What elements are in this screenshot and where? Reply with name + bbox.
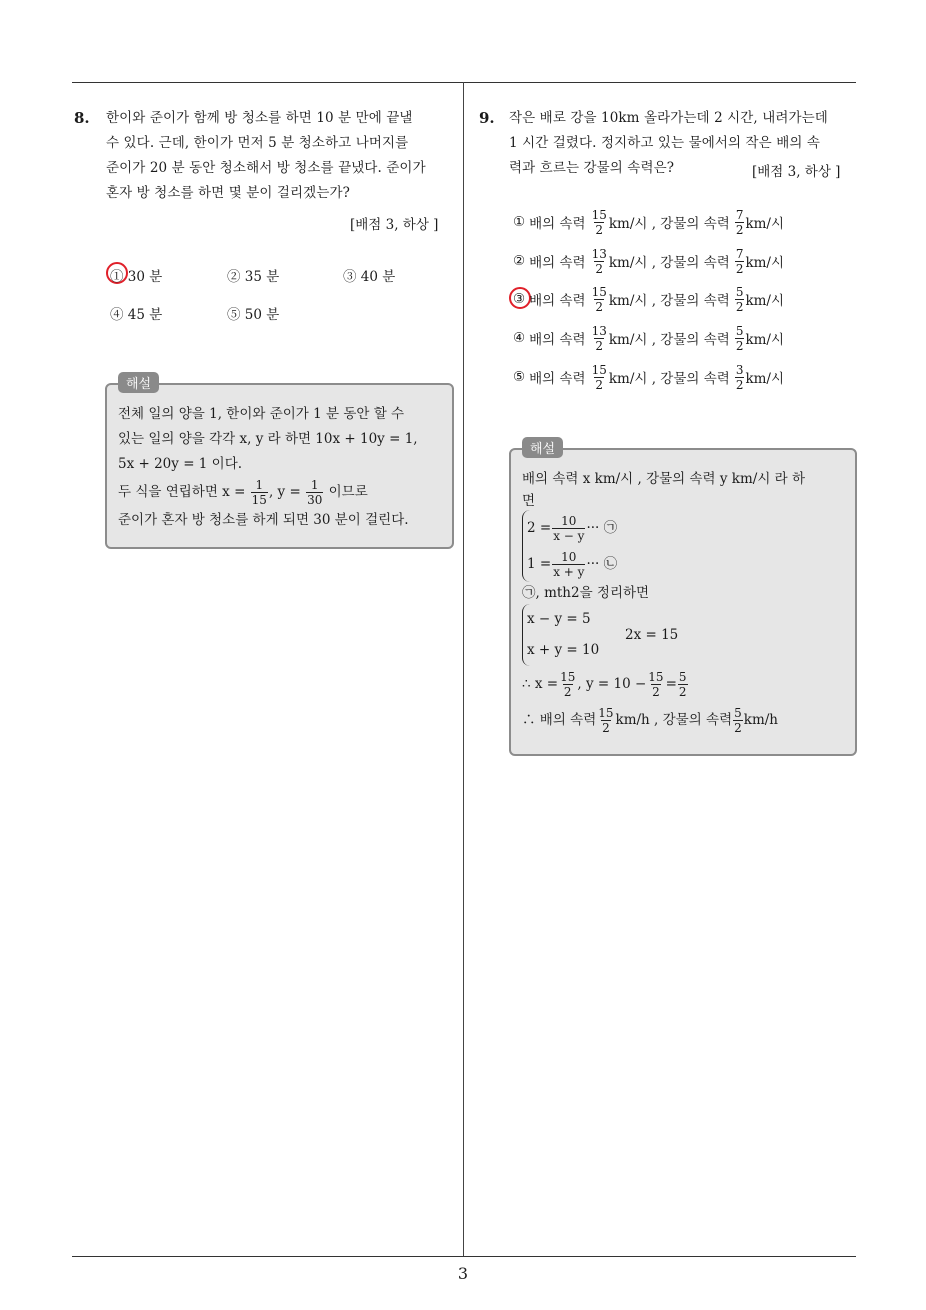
fraction-denominator: x + y — [553, 564, 585, 579]
question-8-line: 수 있다. 근데, 한이가 먼저 5 분 청소하고 나머지를 — [106, 135, 409, 151]
question-9-line: 작은 배로 강을 10km 올라가는데 2 시간, 내려가는데 — [509, 110, 828, 126]
fraction-denominator: 2 — [735, 338, 744, 353]
equation-row — [527, 546, 617, 582]
fraction-denominator: 2 — [735, 377, 744, 392]
question-8-line: 준이가 20 분 동안 청소해서 방 청소를 끝냈다. 준이가 — [106, 160, 426, 176]
equation-row: x + y = 10 — [527, 642, 600, 658]
fraction — [735, 247, 745, 276]
option-label: 배의 속력 — [529, 371, 586, 387]
fraction-denominator: 2 — [734, 720, 742, 735]
explanation-segment: 이므로 — [324, 484, 368, 500]
fraction-denominator: 15 — [251, 493, 267, 507]
explanation-line: 면 — [522, 493, 536, 509]
fraction — [735, 324, 745, 353]
fraction-numerator: 15 — [591, 284, 607, 299]
equation-segment: km/h , 강물의 속력 — [615, 711, 733, 728]
result-line — [522, 702, 805, 738]
explanation-line: ㉠, mth2을 정리하면 — [522, 585, 650, 601]
fraction — [306, 478, 323, 507]
fraction-numerator: 1 — [255, 478, 264, 492]
option-unit: km/시 — [745, 216, 785, 232]
fraction-numerator: 10 — [561, 513, 577, 528]
option-label: km/시 , 강물의 속력 — [608, 216, 730, 232]
fraction-denominator: 2 — [735, 261, 744, 276]
fraction-denominator: 2 — [595, 222, 604, 237]
fraction — [591, 363, 608, 392]
option-label: 배의 속력 — [529, 255, 586, 271]
fraction-numerator: 3 — [735, 362, 744, 377]
question-8-line: 혼자 방 청소를 하면 몇 분이 걸리겠는가? — [106, 185, 350, 201]
fraction-numerator: 15 — [598, 705, 614, 720]
option-marker: ② — [513, 253, 526, 269]
fraction — [678, 670, 688, 699]
fraction — [591, 324, 608, 353]
question-9-explanation-tag: 해설 — [522, 437, 563, 458]
option-label: km/시 , 강물의 속력 — [608, 371, 730, 387]
fraction — [552, 514, 585, 543]
question-8-option-1[interactable]: ① 30 분 — [110, 269, 163, 285]
equation-row: x − y = 5 — [527, 611, 591, 627]
fraction-denominator: 2 — [652, 684, 660, 699]
fraction-denominator: 2 — [595, 299, 604, 314]
question-9-option-5[interactable] — [513, 357, 784, 397]
question-9-option-3[interactable] — [513, 279, 784, 319]
fraction-numerator: 1 — [310, 478, 319, 492]
option-unit: km/시 — [745, 371, 785, 387]
equation-segment: , y = 10 − — [577, 675, 647, 692]
fraction — [735, 363, 745, 392]
fraction-denominator: 2 — [735, 299, 744, 314]
fraction-numerator: 15 — [560, 669, 576, 684]
fraction-denominator: 2 — [602, 720, 610, 735]
question-9-score: [배점 3, 하상 ] — [752, 164, 841, 180]
option-label: 배의 속력 — [529, 293, 586, 309]
option-marker: ③ — [513, 291, 526, 307]
fraction-denominator: 2 — [735, 222, 744, 237]
equation-segment: = — [665, 675, 677, 692]
equation-result: 2x = 15 — [625, 626, 679, 643]
option-unit: km/시 — [745, 255, 785, 271]
equation-segment: ∴ x = — [522, 675, 559, 692]
equation-row — [527, 510, 617, 546]
option-marker: ④ — [513, 330, 526, 346]
question-8-explanation-text — [118, 402, 418, 533]
fraction — [735, 208, 745, 237]
equation-segment: km/h — [743, 711, 779, 728]
equation-system-block — [522, 604, 805, 666]
top-rule — [72, 82, 856, 83]
page-number: 3 — [457, 1264, 469, 1283]
fraction-numerator: 13 — [591, 323, 607, 338]
fraction-numerator: 13 — [591, 246, 607, 261]
fraction — [591, 208, 608, 237]
equation-segment: 2 = — [527, 519, 552, 536]
explanation-segment: 두 식을 연립하면 x = — [118, 484, 250, 500]
fraction-numerator: 15 — [591, 362, 607, 377]
fraction — [647, 670, 664, 699]
fraction-numerator: 15 — [648, 669, 664, 684]
question-9-option-1[interactable] — [513, 202, 784, 242]
question-8-text — [106, 106, 426, 206]
fraction-denominator: 2 — [563, 684, 572, 699]
fraction-numerator: 5 — [735, 284, 744, 299]
bottom-rule — [72, 1256, 856, 1257]
explanation-line: 5x + 20y = 1 이다. — [118, 456, 243, 472]
option-unit: km/시 — [745, 293, 785, 309]
explanation-line — [118, 477, 418, 508]
option-marker: ① — [513, 214, 526, 230]
fraction — [552, 550, 585, 579]
column-divider — [463, 82, 464, 1257]
option-marker: ⑤ — [513, 369, 526, 385]
explanation-line: 준이가 혼자 방 청소를 하게 되면 30 분이 걸린다. — [118, 512, 409, 528]
question-9-explanation-text — [522, 467, 805, 738]
equation-segment: ··· ㉡ — [586, 555, 618, 572]
question-9-option-4[interactable] — [513, 318, 784, 358]
explanation-line: 배의 속력 x km/시 , 강물의 속력 y km/시 라 하 — [522, 471, 806, 487]
option-label: 배의 속력 — [529, 216, 586, 232]
option-label: 배의 속력 — [529, 332, 586, 348]
question-8-line: 한이와 준이가 함께 방 청소를 하면 10 분 만에 끝낼 — [106, 110, 413, 126]
fraction-denominator: 30 — [307, 493, 323, 507]
question-9-line: 1 시간 걸렸다. 정지하고 있는 물에서의 작은 배의 속 — [509, 135, 821, 151]
equation-system-brace — [522, 510, 617, 582]
option-label: km/시 , 강물의 속력 — [608, 332, 730, 348]
fraction-denominator: x − y — [553, 528, 585, 543]
fraction-numerator: 7 — [735, 207, 744, 222]
fraction-numerator: 5 — [734, 705, 742, 720]
question-8-explanation-tag: 해설 — [118, 372, 159, 393]
explanation-line: 전체 일의 양을 1, 한이와 준이가 1 분 동안 할 수 — [118, 406, 405, 422]
explanation-segment: , y = — [268, 484, 306, 500]
fraction — [251, 478, 268, 507]
fraction-numerator: 10 — [561, 549, 577, 564]
equation-segment: 1 = — [527, 555, 552, 572]
explanation-line: 있는 일의 양을 각각 x, y 라 하면 10x + 10y = 1, — [118, 431, 418, 447]
fraction-denominator: 2 — [678, 684, 687, 699]
question-8-option-3[interactable]: ③ 40 분 — [343, 269, 396, 285]
option-label: km/시 , 강물의 속력 — [608, 255, 730, 271]
fraction-denominator: 2 — [595, 338, 604, 353]
question-8-option-5[interactable]: ⑤ 50 분 — [227, 307, 280, 323]
fraction-numerator: 15 — [591, 207, 607, 222]
question-8-option-2[interactable]: ② 35 분 — [227, 269, 280, 285]
fraction-denominator: 2 — [595, 261, 604, 276]
fraction — [591, 285, 608, 314]
fraction-numerator: 5 — [735, 323, 744, 338]
option-label: km/시 , 강물의 속력 — [608, 293, 730, 309]
option-unit: km/시 — [745, 332, 785, 348]
equation-segment: ∴ 배의 속력 — [522, 711, 597, 728]
fraction — [559, 670, 576, 699]
fraction — [735, 285, 745, 314]
fraction — [733, 706, 743, 735]
question-9-line: 력과 흐르는 강물의 속력은? — [509, 160, 675, 176]
question-8-number: 8. — [74, 109, 90, 127]
equation-segment: ··· ㉠ — [586, 519, 618, 536]
question-8-option-4[interactable]: ④ 45 분 — [110, 307, 163, 323]
question-8-score: [배점 3, 하상 ] — [350, 217, 439, 233]
fraction-numerator: 5 — [678, 669, 687, 684]
question-9-number: 9. — [479, 109, 495, 127]
fraction — [597, 706, 614, 735]
question-9-option-2[interactable] — [513, 241, 784, 281]
fraction-numerator: 7 — [735, 246, 744, 261]
fraction — [591, 247, 608, 276]
equation-system-brace — [522, 604, 615, 666]
result-line — [522, 666, 805, 702]
fraction-denominator: 2 — [595, 377, 604, 392]
